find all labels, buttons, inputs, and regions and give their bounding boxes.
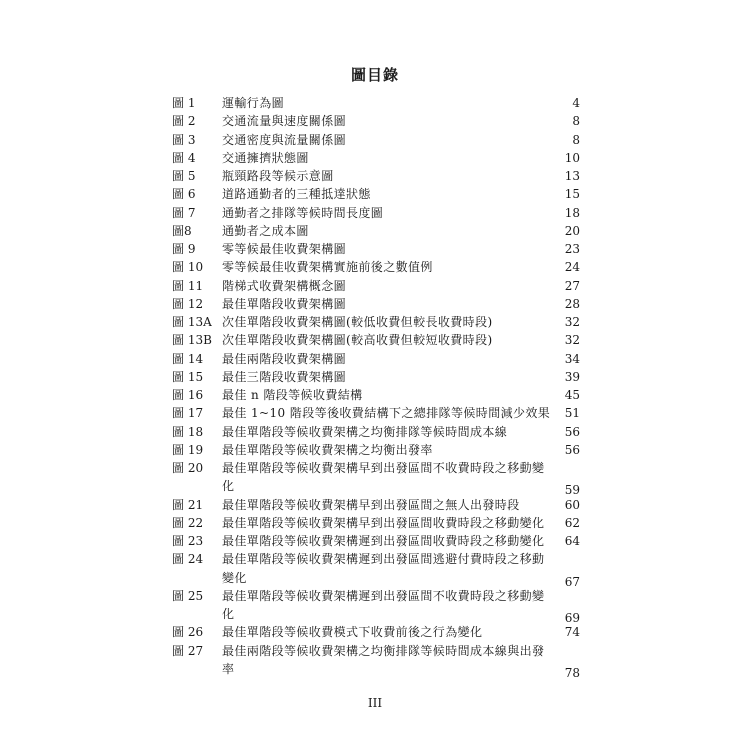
figure-title: 交通流量與速度關係圖 [222, 114, 347, 129]
figure-page-number: 60 [564, 497, 580, 512]
figure-page-number: 69 [564, 611, 580, 625]
figure-label: 圖 27 [172, 643, 204, 658]
toc-entry-line [0, 313, 750, 331]
figure-title: 交通擁擠狀態圖 [222, 150, 309, 165]
figure-title: 次佳單階段收費架構圖(較高收費但較短收費時段) [222, 333, 493, 348]
figure-label: 圖 1 [172, 96, 196, 110]
figure-title: 零等候最佳收費架構實施前後之數值例 [222, 260, 433, 275]
figure-title: 最佳單階段等候收費架構之均衡出發率 [222, 442, 433, 457]
figure-title: 率 [222, 661, 235, 676]
page-title: 圖目錄 [350, 66, 399, 84]
figure-label: 圖 20 [172, 461, 204, 475]
toc-entry-line [0, 514, 750, 532]
figure-page-number: 28 [564, 296, 580, 311]
figure-label: 圖 5 [172, 169, 196, 183]
figure-title: 最佳 1~10 階段等後收費結構下之總排隊等候時間減少效果 [222, 406, 551, 421]
toc-entry-line [0, 404, 750, 422]
figure-label: 圖 17 [172, 406, 204, 421]
toc-entry-line [0, 350, 750, 368]
toc-entry-line [0, 240, 750, 258]
toc-entry-line [0, 112, 750, 130]
figure-page-number: 15 [564, 187, 580, 202]
figure-title: 最佳單階段等候收費架構早到出發區間之無人出發時段 [222, 497, 520, 512]
figure-label: 圖 9 [172, 242, 196, 256]
toc-entry-line [0, 550, 750, 568]
figure-label: 圖 15 [172, 369, 204, 384]
toc-entry-line [0, 423, 750, 441]
figure-label: 圖 7 [172, 205, 196, 220]
figure-title: 次佳單階段收費架構圖(較低收費但較長收費時段) [222, 315, 493, 329]
figure-title: 運輸行為圖 [222, 96, 285, 110]
toc-entry-line [0, 295, 750, 313]
figure-label: 圖8 [172, 223, 192, 238]
toc-entry-line [0, 441, 750, 459]
toc-entry-line [0, 94, 750, 112]
toc-entry-line [0, 587, 750, 605]
figure-title: 最佳三階段收費架構圖 [222, 369, 347, 384]
figure-page-number: 45 [564, 388, 580, 402]
toc-entry-line [0, 149, 750, 167]
figure-page-number: 24 [564, 260, 580, 275]
figure-title: 最佳單階段等候收費架構遲到出發區間逃避付費時段之移動 [222, 552, 545, 567]
toc-entry-line [0, 258, 750, 276]
toc-entry-line [0, 331, 750, 349]
figure-page-number: 56 [564, 442, 580, 457]
figure-title: 最佳單階段等候收費架構之均衡排隊等候時間成本線 [222, 424, 508, 439]
figure-page-number: 32 [564, 315, 580, 329]
figure-label: 圖 13B [172, 333, 212, 348]
figure-title: 通勤者之排隊等候時間長度圖 [222, 205, 384, 220]
toc-entry-line [0, 185, 750, 203]
figure-page-number: 8 [572, 114, 580, 129]
toc-entry-line [0, 368, 750, 386]
toc-entry-line [0, 605, 750, 623]
figure-page-number: 20 [564, 223, 580, 238]
figure-page-number: 32 [564, 333, 580, 348]
figure-title: 零等候最佳收費架構圖 [222, 242, 347, 256]
toc-entry-line [0, 204, 750, 222]
page-number: III [367, 696, 383, 710]
figure-label: 圖 2 [172, 114, 196, 129]
figure-title: 最佳單階段等候收費架構早到出發區間不收費時段之移動變 [222, 461, 545, 475]
figure-page-number: 39 [564, 369, 580, 384]
figure-title: 最佳單階段等候收費架構遲到出發區間收費時段之移動變化 [222, 534, 545, 548]
figure-page-number: 10 [564, 150, 580, 165]
figure-label: 圖 25 [172, 588, 204, 603]
figure-label: 圖 18 [172, 424, 204, 439]
toc-entry-line [0, 477, 750, 498]
figure-label: 圖 24 [172, 552, 204, 567]
figure-label: 圖 22 [172, 515, 204, 530]
figure-label: 圖 10 [172, 260, 204, 275]
figure-page-number: 23 [564, 242, 580, 256]
toc-entry-line [0, 532, 750, 550]
figure-title: 最佳單階段等候收費架構遲到出發區間不收費時段之移動變 [222, 588, 545, 603]
figure-label: 圖 26 [172, 625, 204, 640]
figure-page-number: 74 [564, 625, 580, 640]
toc-entry-line [0, 277, 750, 295]
figure-label: 圖 16 [172, 388, 204, 402]
toc-entry-line [0, 131, 750, 149]
figure-label: 圖 13A [172, 315, 212, 329]
figure-label: 圖 3 [172, 132, 196, 147]
toc-entry-line [0, 496, 750, 514]
figure-page-number: 67 [564, 574, 580, 589]
figure-title: 最佳單階段等候收費架構早到出發區間收費時段之移動變化 [222, 515, 545, 530]
figure-label: 圖 6 [172, 187, 196, 202]
toc-entry-line [0, 623, 750, 641]
figure-page-number: 78 [564, 665, 580, 680]
figure-page-number: 51 [564, 406, 580, 421]
figure-page-number: 27 [564, 278, 580, 293]
figure-title: 階梯式收費架構概念圖 [222, 278, 347, 293]
toc-entry-line [0, 569, 750, 587]
figure-title: 最佳兩階段收費架構圖 [222, 351, 347, 366]
figure-page-number: 56 [564, 424, 580, 439]
figure-title: 化 [222, 479, 235, 494]
toc-entry-line [0, 660, 750, 678]
figure-page-number: 4 [572, 96, 580, 110]
figure-label: 圖 19 [172, 442, 204, 457]
figure-label: 圖 4 [172, 150, 196, 165]
toc-entry-line [0, 642, 750, 660]
figure-label: 圖 23 [172, 534, 204, 548]
toc-entry-line [0, 386, 750, 404]
figure-title: 道路通勤者的三種抵達狀態 [222, 187, 371, 202]
figure-label: 圖 12 [172, 296, 204, 311]
toc-entry-line [0, 459, 750, 477]
figure-title: 瓶頸路段等候示意圖 [222, 169, 334, 183]
figure-title: 通勤者之成本圖 [222, 223, 309, 238]
figure-title: 化 [222, 607, 235, 621]
figure-page-number: 34 [564, 351, 580, 366]
figure-label: 圖 11 [172, 278, 204, 293]
figure-title: 最佳兩階段等候收費架構之均衡排隊等候時間成本線與出發 [222, 643, 545, 658]
toc-entry-line [0, 222, 750, 240]
figure-title: 最佳單階段收費架構圖 [222, 296, 347, 311]
figure-title: 最佳單階段等候收費模式下收費前後之行為變化 [222, 625, 483, 640]
figure-page-number: 62 [564, 515, 580, 530]
figure-label: 圖 21 [172, 497, 204, 512]
figure-page-number: 8 [572, 132, 580, 147]
figure-page-number: 64 [564, 534, 580, 548]
figure-label: 圖 14 [172, 351, 204, 366]
figure-title: 交通密度與流量關係圖 [222, 132, 347, 147]
figure-page-number: 59 [564, 483, 580, 498]
figure-page-number: 13 [564, 169, 580, 183]
figure-title: 最佳 n 階段等候收費結構 [222, 388, 363, 402]
figure-title: 變化 [222, 570, 247, 585]
figure-page-number: 18 [564, 205, 580, 220]
toc-entry-line [0, 167, 750, 185]
